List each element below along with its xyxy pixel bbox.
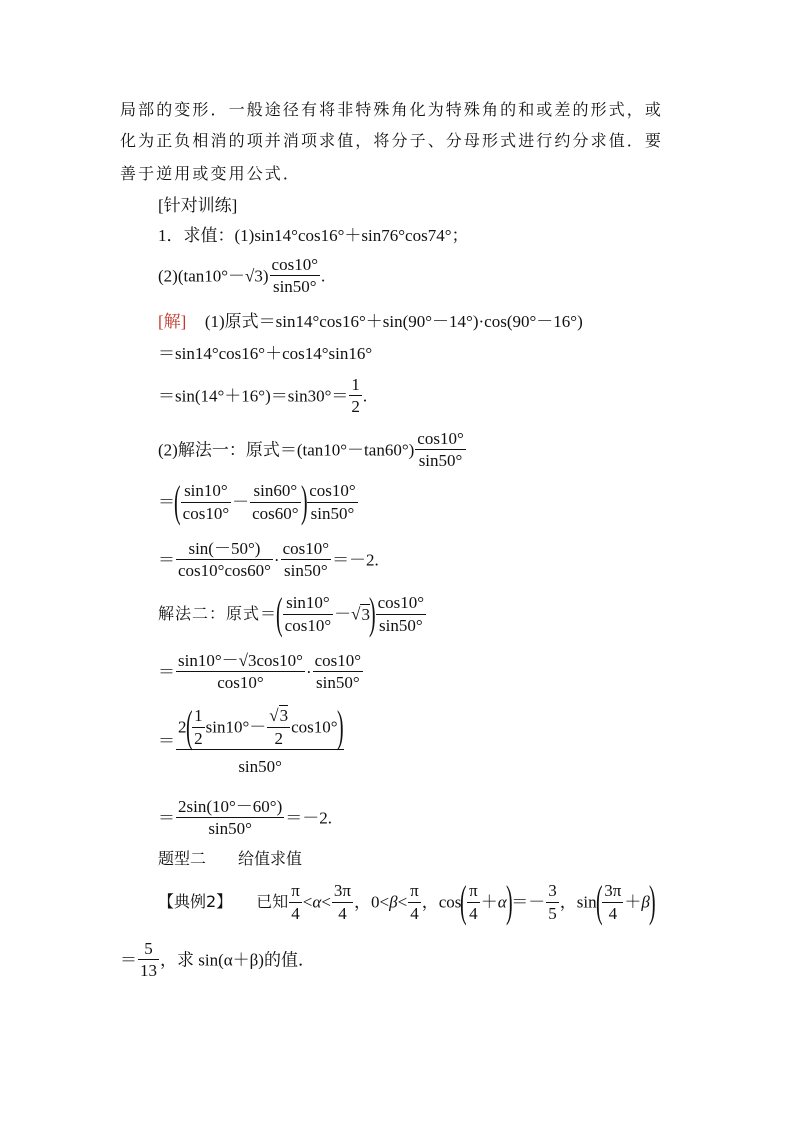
alpha: α (497, 892, 507, 912)
m1-l1-fraction (415, 428, 465, 472)
solution-line-3 (158, 374, 367, 418)
frac-den: sin50° (310, 503, 355, 523)
method2-line-2 (158, 650, 364, 694)
pi-over-4 (467, 880, 480, 924)
method2-line-4 (158, 796, 332, 840)
exercise-q2 (158, 254, 325, 298)
3-over-5 (546, 880, 559, 924)
frac-den: sin50° (379, 615, 423, 635)
frac-num: 3π (602, 880, 623, 902)
frac-den: sin50° (284, 561, 328, 581)
solution-line-1 (158, 313, 583, 330)
plus: ＋ (624, 892, 642, 912)
minus: － (232, 492, 250, 512)
m2-lead: 解法二：原式＝ (158, 604, 278, 623)
solution-1-text: (1)原式＝sin14°cos16°＋sin(90°－14°)·cos(90°－16°) (204, 312, 583, 331)
frac-den: cos10° (182, 503, 230, 523)
m2-l3-fraction (176, 702, 344, 777)
frac-num: π (467, 880, 480, 902)
beta: β (389, 892, 398, 912)
method1-line-3 (158, 538, 379, 582)
frac-num: sin60° (250, 480, 300, 502)
frac-num: 3π (332, 880, 353, 902)
right-paren: ) (300, 477, 308, 526)
q2-fraction (270, 254, 320, 298)
one-half (192, 705, 205, 749)
left-paren: ( (595, 877, 603, 926)
coef-2: 2 (178, 717, 187, 737)
m2-l2-fraction (176, 650, 305, 694)
sqrt-sign: √3 (351, 604, 370, 624)
cos10-sin50-fraction (281, 538, 331, 582)
frac-num: cos10° (313, 650, 363, 672)
left-paren: ( (174, 477, 181, 526)
m1-lead: (2)解法一：原式＝(tan10°－tan60°) (158, 440, 415, 460)
method2-line-3 (158, 702, 345, 777)
frac-num: 3 (546, 880, 559, 902)
frac-den: 13 (140, 961, 157, 981)
frac-den: 2 (274, 728, 283, 748)
frac-num: cos10° (376, 592, 426, 614)
3pi-over-4 (332, 880, 353, 924)
frac-den: 4 (291, 903, 300, 923)
zero-lt: ，0< (354, 892, 390, 912)
5-over-13 (138, 938, 159, 982)
left-paren: ( (460, 877, 468, 926)
q2-denominator: sin50° (272, 277, 317, 297)
frac-num: cos10° (415, 428, 465, 450)
solution-tag: [解] (158, 312, 187, 331)
half-numerator: 1 (349, 374, 362, 396)
frac-num: 2sin(10°－60°) (176, 796, 284, 818)
s1-line3-end: . (362, 386, 368, 406)
frac-den: 4 (410, 903, 419, 923)
frac-den: 4 (608, 903, 618, 923)
equals: ＝ (158, 731, 175, 751)
method1-line-1 (158, 428, 467, 472)
frac-den: cos10° (217, 673, 264, 693)
m2-l4-fraction (176, 796, 284, 840)
frac-num: sin(－50°) (176, 538, 273, 560)
sin60-cos60-fraction (250, 480, 300, 524)
solution-line-2: ＝sin14°cos16°＋cos14°sin16° (158, 344, 373, 363)
less-than: < (397, 892, 408, 912)
frac-den: sin50° (208, 819, 252, 839)
sin-lead: ，sin (559, 892, 597, 912)
minus: － (334, 604, 352, 624)
known: 已知 (256, 892, 289, 911)
intro-line-2: 化为正负相消的项并消项求值，将分子、分母形式进行约分求值．要 (120, 131, 664, 150)
equals: ＝ (158, 808, 175, 828)
sqrt-3: 3 (279, 706, 289, 726)
frac-den: 4 (338, 903, 347, 923)
sqrt-3: 3 (361, 604, 370, 624)
sin10-minus: sin10°－ (205, 717, 267, 737)
sqrt3-over-2 (267, 705, 290, 749)
frac-num: cos10° (281, 538, 331, 560)
exercise-q1: 1．求值：(1)sin14°cos16°＋sin76°cos74°； (158, 226, 469, 245)
frac-num: 5 (138, 938, 159, 960)
frac-den: 4 (469, 903, 478, 923)
right-paren: ) (648, 877, 656, 926)
right-paren: ) (505, 877, 513, 926)
pi-over-4 (289, 880, 302, 924)
frac-num: sin10° (283, 592, 333, 614)
equals: ＝ (158, 550, 175, 570)
frac-den: 5 (548, 903, 557, 923)
frac-den: sin50° (238, 757, 282, 776)
sin10-cos10-fraction (283, 592, 333, 636)
type-title: 题型二 给值求值 (158, 849, 303, 868)
frac-den: cos10° (284, 615, 332, 635)
equals: ＝ (158, 492, 175, 512)
dot: · (273, 550, 280, 570)
method2-line-1 (158, 589, 427, 638)
equals: ＝ (120, 950, 137, 970)
q2-numerator: cos10° (270, 254, 320, 276)
less-than: < (302, 892, 313, 912)
example-tag: 【典例2】 (158, 892, 233, 911)
frac-den: cos10°cos60° (178, 561, 271, 581)
left-paren: ( (185, 702, 193, 751)
method1-line-2 (158, 477, 359, 526)
less-than: < (321, 892, 331, 912)
3pi-over-4 (602, 880, 623, 924)
right-paren: ) (369, 589, 376, 638)
example-line-1 (158, 877, 656, 926)
cos10-sin50-fraction (376, 592, 426, 636)
cos-lead: ，cos (421, 892, 462, 912)
beta: β (641, 892, 650, 912)
example-line-2 (120, 938, 315, 982)
q2-end: . (321, 266, 326, 286)
cos10: cos10° (291, 717, 338, 737)
right-paren: ) (336, 702, 344, 751)
frac-num: sin10° (181, 480, 231, 502)
left-paren: ( (276, 589, 283, 638)
frac-den: sin50° (418, 451, 463, 471)
frac-num: sin10°－√3cos10° (176, 650, 305, 672)
s1-line3-lead: ＝sin(14°＋16°)＝sin30°＝ (158, 386, 349, 406)
section-title: [针对训练] (158, 196, 238, 215)
dot: · (305, 662, 312, 682)
frac-num: π (289, 880, 302, 902)
frac-den: 2 (194, 728, 203, 748)
m1-result: ＝－2. (332, 550, 379, 570)
frac-num: 1 (192, 705, 205, 727)
cos10-sin50-fraction (307, 480, 357, 524)
frac-den: sin50° (316, 673, 360, 693)
half-fraction (349, 374, 362, 418)
example-tail: ，求 sin(α＋β)的值． (160, 950, 315, 970)
intro-line-1: 局部的变形．一般途径有将非特殊角化为特殊角的和或差的形式，或 (120, 100, 664, 119)
m2-result: ＝－2. (285, 808, 333, 828)
frac-num: π (408, 880, 421, 902)
frac-num (176, 702, 344, 751)
eq-minus: ＝－ (511, 892, 546, 912)
frac-num: √3 (267, 705, 290, 727)
half-denominator: 2 (351, 397, 360, 417)
q2-lead: (2)(tan10°－√3) (158, 266, 269, 286)
sin10-cos10-fraction (181, 480, 231, 524)
plus: ＋ (480, 892, 498, 912)
frac-num: cos10° (307, 480, 357, 502)
equals: ＝ (158, 662, 175, 682)
intro-line-3: 善于逆用或变用公式． (120, 164, 302, 183)
frac-den: cos60° (252, 503, 299, 523)
alpha: α (312, 892, 322, 912)
sin-neg50-fraction (176, 538, 273, 582)
cos10-sin50-fraction (313, 650, 363, 694)
pi-over-4 (408, 880, 421, 924)
